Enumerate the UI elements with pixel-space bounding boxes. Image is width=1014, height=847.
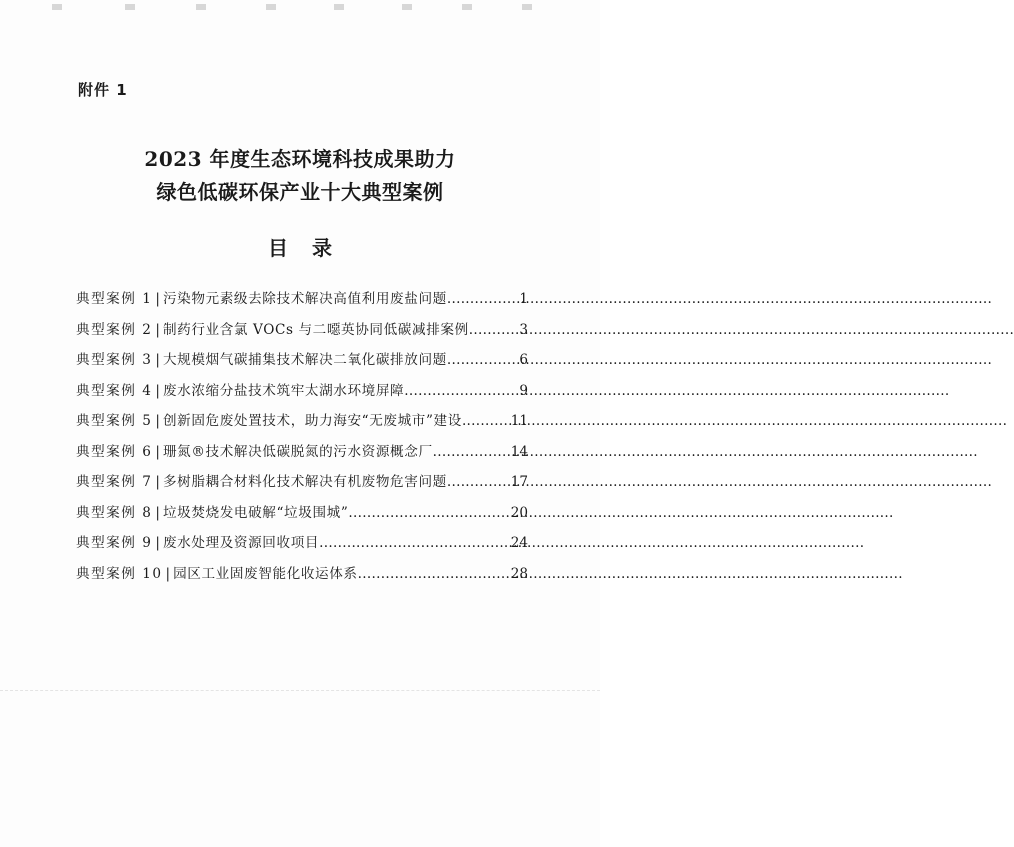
document-title-line-2: 绿色低碳环保产业十大典型案例	[156, 180, 444, 204]
separator: |	[155, 535, 160, 551]
toc-item[interactable]	[76, 379, 528, 410]
case-title: 园区工业固废智能化收运体系	[173, 565, 358, 582]
scan-fold-line	[0, 690, 600, 691]
toc-item[interactable]	[76, 562, 528, 593]
case-title: 大规模烟气碳捕集技术解决二氧化碳排放问题	[162, 352, 447, 368]
dot-leader	[358, 566, 510, 582]
toc-item[interactable]	[76, 440, 528, 471]
case-label: 典型案例 4	[76, 382, 153, 399]
table-of-contents	[76, 287, 528, 592]
case-label: 典型案例 7	[76, 474, 153, 490]
page-number: 11	[510, 413, 528, 429]
separator: |	[155, 443, 160, 460]
case-label: 典型案例 2	[76, 321, 153, 338]
toc-item[interactable]	[76, 531, 528, 562]
separator: |	[165, 565, 171, 582]
dot-leader	[348, 505, 509, 521]
separator: |	[155, 504, 160, 521]
page-number: 1	[519, 291, 528, 307]
case-label: 典型案例 1	[76, 291, 153, 307]
scan-mark	[402, 4, 412, 10]
toc-item[interactable]	[76, 348, 528, 379]
case-title: 废水处理及资源回收项目	[162, 535, 320, 551]
scan-mark	[266, 4, 276, 10]
case-label: 典型案例 3	[76, 352, 153, 368]
attachment-label: 附件 1	[78, 81, 128, 99]
separator: |	[155, 352, 160, 368]
page-number: 17	[510, 474, 528, 490]
page-number: 20	[510, 504, 528, 521]
scan-mark	[522, 4, 532, 10]
case-title: 多树脂耦合材料化技术解决有机废物危害问题	[162, 474, 447, 490]
toc-item[interactable]	[76, 287, 528, 318]
scan-mark	[196, 4, 206, 10]
dot-leader	[462, 413, 510, 429]
separator: |	[155, 382, 160, 399]
dot-leader	[469, 322, 519, 338]
document-title-line-1: 2023 年度生态环境科技成果助力	[144, 147, 456, 171]
dot-leader	[319, 535, 510, 551]
case-title: 垃圾焚烧发电破解“垃圾围城”	[162, 504, 349, 521]
scan-mark	[462, 4, 472, 10]
dot-leader	[447, 474, 510, 490]
dot-leader	[433, 444, 510, 460]
page-number: 24	[510, 535, 528, 551]
separator: |	[155, 321, 160, 338]
separator: |	[155, 291, 160, 307]
case-title: 制药行业含氯 VOCs 与二噁英协同低碳减排案例	[162, 321, 469, 338]
case-label: 典型案例 5	[76, 413, 153, 429]
scan-mark	[334, 4, 344, 10]
toc-item[interactable]	[76, 501, 528, 532]
scan-mark	[52, 4, 62, 10]
toc-heading: 目录	[268, 236, 356, 260]
case-label: 典型案例 9	[76, 535, 153, 551]
dot-leader	[447, 352, 519, 368]
page-number: 28	[510, 565, 528, 582]
page-number: 3	[519, 321, 528, 338]
toc-item[interactable]	[76, 409, 528, 440]
separator: |	[155, 413, 160, 429]
case-label: 典型案例 6	[76, 443, 153, 460]
toc-item[interactable]	[76, 318, 528, 349]
case-label: 典型案例 8	[76, 504, 153, 521]
dot-leader	[447, 291, 519, 307]
scan-mark	[125, 4, 135, 10]
case-label: 典型案例 10	[76, 565, 163, 582]
dot-leader	[404, 383, 518, 399]
case-title: 创新固危废处置技术，助力海安“无废城市”建设	[162, 413, 462, 429]
page-number: 14	[510, 443, 528, 460]
page-number: 9	[519, 382, 528, 399]
case-title: 珊氮®技术解决低碳脱氮的污水资源概念厂	[162, 443, 433, 460]
page-number: 6	[519, 352, 528, 368]
toc-item[interactable]	[76, 470, 528, 501]
separator: |	[155, 474, 160, 490]
case-title: 污染物元素级去除技术解决高值利用废盐问题	[162, 291, 447, 307]
case-title: 废水浓缩分盐技术筑牢太湖水环境屏障	[162, 382, 405, 399]
